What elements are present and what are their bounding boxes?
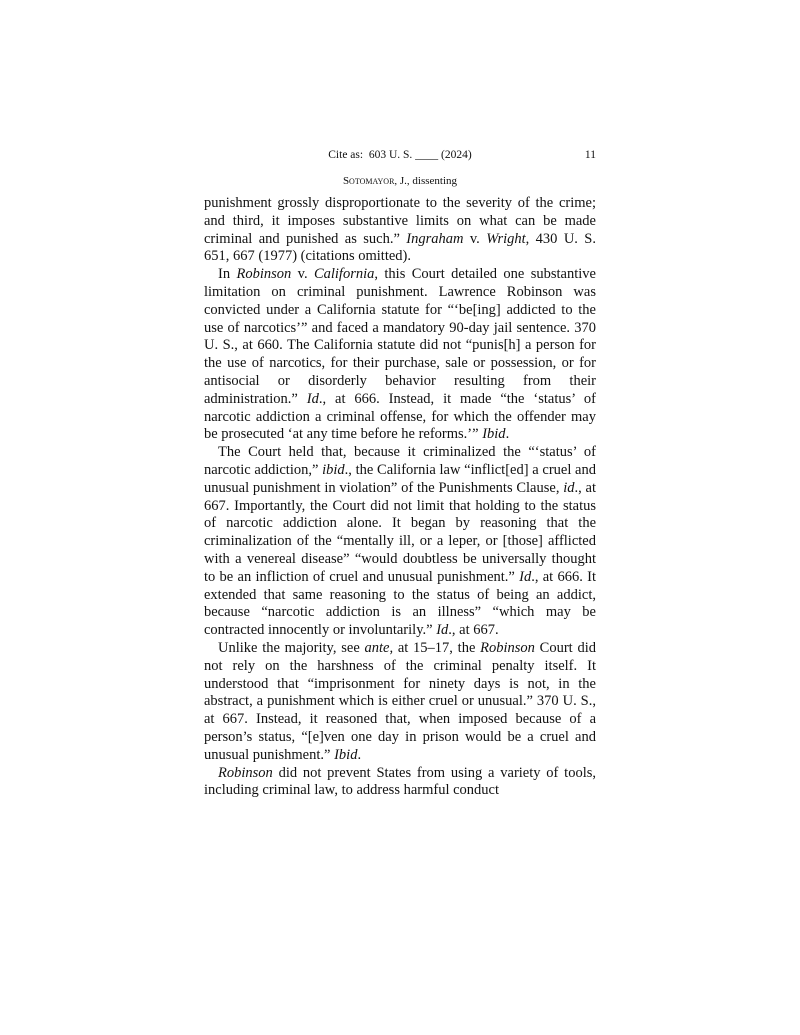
text-run: ., at 666. Instead, it made “the ‘status’ of narcotic addiction a criminal offense, for which the offender may be prosecuted ‘at any time before he reforms.’” [204,390,597,443]
italic-citation: Robinson [480,639,535,656]
italic-citation: Ingraham [406,230,464,247]
paragraph [204,266,596,444]
italic-citation: ibid [322,461,345,478]
text-run: Court did not rely on the harshness of the criminal penalty itself. It understood that “imprisonment for ninety days is not, in the abstract, a punishment which is either cruel or unusual.” 370 U. S., at 667. Instead, it reasoned that, when imposed because of a person’s status, “[e]ven one day in prison would be a cruel and unusual punishment.” [204,639,596,763]
text-run: . [505,426,510,443]
text-run: Unlike the majority, see [218,639,365,656]
opinion-page [204,146,596,800]
text-run: The Court held that, because it criminalized the “‘status’ of narcotic addiction,” [204,444,596,478]
text-run: ., at 666. It extended that same reasoning to the status of being an addict, because “narcotic addiction is an illness” “which may be contracted innocently or involuntarily.” [204,568,596,639]
cite-prefix: Cite as: [328,149,364,161]
opinion-body [204,195,596,800]
paragraph [204,765,596,801]
cite-volume: 603 U. S. ____ (2024) [368,149,472,161]
text-run: ., the California law “inflict[ed] a cruel and unusual punishment in violation” of the Punishments Clause, [204,461,596,496]
justice-name: Sotomayor [342,175,395,187]
text-run: ., at 667. [448,622,499,639]
italic-citation: Wright [486,230,526,247]
paragraph [204,444,596,640]
italic-citation: id [563,479,575,496]
italic-citation: California [313,266,375,283]
italic-citation: ante, [364,639,394,656]
text-run: . [357,746,362,763]
italic-citation: Id [436,622,449,639]
text-run: ., at 667. Importantly, the Court did not limit that holding to the status of narcotic addiction alone. It began by reasoning that the criminalization of the “mentally ill, or a leper, or [those] afflicted with a venereal disease” “would doubtless be universally thought to be an infliction of cruel and unusual punishment.” [204,479,597,585]
page-number: 11 [584,149,596,161]
italic-citation: Ibid [482,426,506,443]
citation-line [204,146,596,164]
italic-citation: Robinson [218,764,273,781]
text-run: at 15–17, the [393,639,481,656]
running-head [204,146,596,164]
author-line [204,173,596,189]
text-run: , 430 U. S. 651, 667 (1977) (citations omitted). [204,230,596,265]
text-run: , this Court detailed one substantive limitation on criminal punishment. Lawrence Robinson was convicted under a California statute for “‘be[ing] addicted to the use of narcotics’” and faced a mandatory 90-day jail sentence. 370 U. S., at 660. The California statute did not “punis[h] a person for the use of narcotics, for their purchase, sale or possession, or for antisocial or disorderly behavior resulting from their administration.” [204,266,596,407]
italic-citation: Id [306,390,319,407]
text-run: v. [463,230,487,247]
opinion-type: , J., dissenting [394,175,458,187]
italic-citation: Ibid [334,746,358,763]
text-run: In [218,266,237,283]
text-run: v. [291,266,314,283]
text-run: did not prevent States from using a variety of tools, including criminal law, to address harmful conduct [204,764,596,799]
text-run: punishment grossly disproportionate to the severity of the crime; and third, it imposes substantive limits on what can be made criminal and punished as such.” [204,195,596,247]
paragraph [204,640,596,765]
italic-citation: Id [519,568,532,585]
italic-citation: Robinson [236,266,292,283]
paragraph [204,195,596,266]
